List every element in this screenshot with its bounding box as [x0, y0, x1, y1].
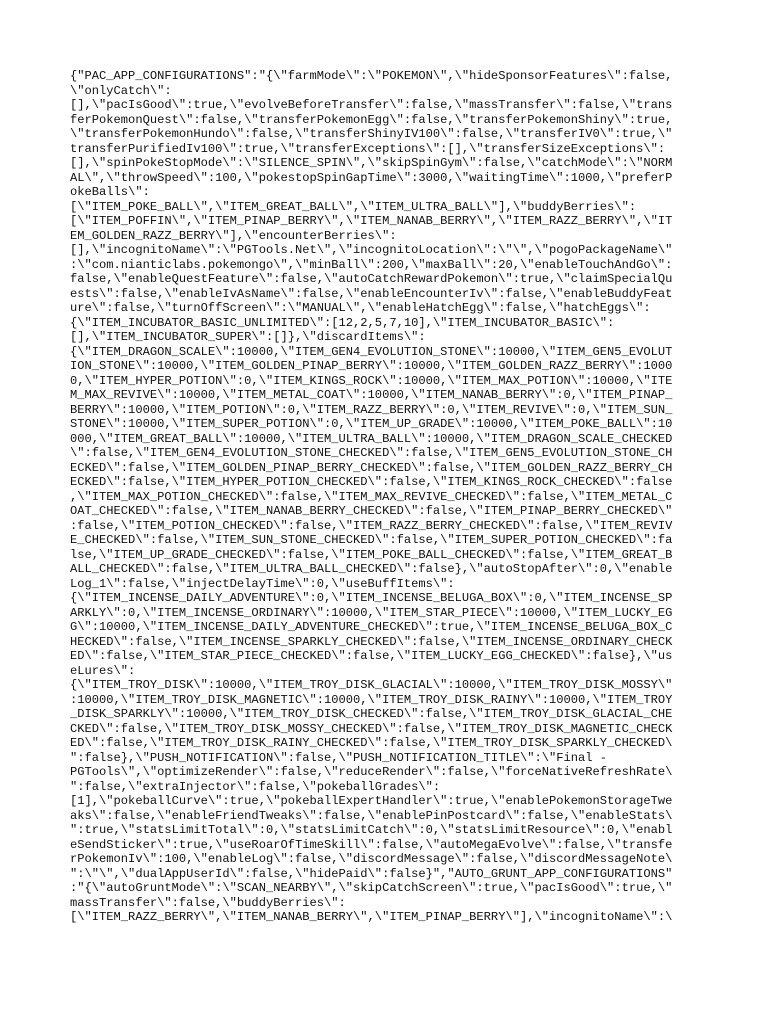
text-line: massTransfer\":false,\"buddyBerries\":	[70, 895, 346, 910]
text-line: Log_1\":false,\"injectDelayTime\":0,\"useBuffItems\":	[70, 576, 455, 591]
text-line: false,\"enableQuestFeature\":false,\"autoCatchRewardPokemon\":true,\"claimSpecialQu	[70, 272, 673, 286]
text-line: BERRY\":10000,\"ITEM_POTION\":0,\"ITEM_RAZZ_BERRY\":0,\"ITEM_REVIVE\":0,\"ITEM_SUN_	[70, 402, 673, 417]
text-line: AL\",\"throwSpeed\":100,\"pokestopSpinGapTime\":3000,\"waitingTime\":1000,\"preferP	[70, 170, 673, 185]
text-line: PGTools\",\"optimizeRender\":false,\"reduceRender\":false,\"forceNativeRefreshRate\	[70, 765, 673, 779]
text-line: {\"ITEM_INCUBATOR_BASIC_UNLIMITED\":[12,2,5,7,10],\"ITEM_INCUBATOR_BASIC\":	[70, 315, 615, 330]
text-line: [],\"pacIsGood\":true,\"evolveBeforeTransfer\":false,\"massTransfer\":false,\"trans	[70, 98, 673, 112]
text-line: G\":10000,\"ITEM_INCENSE_DAILY_ADVENTURE_CHECKED\":true,\"ITEM_INCENSE_BELUGA_BOX_C	[70, 620, 673, 634]
text-line: ED\":false,\"ITEM_STAR_PIECE_CHECKED\":false,\"ITEM_LUCKY_EGG_CHECKED\":false},\"us	[70, 649, 673, 663]
text-line: EM_GOLDEN_RAZZ_BERRY\"],\"encounterBerries\":	[70, 228, 397, 243]
text-line: ECKED\":false,\"ITEM_GOLDEN_PINAP_BERRY_CHECKED\":false,\"ITEM_GOLDEN_RAZZ_BERRY_CH	[70, 460, 673, 475]
text-line: ferPokemonQuest\":false,\"transferPokemonEgg\":false,\"transferPokemonShiny\":true,	[70, 112, 673, 127]
text-line: ":false},\"PUSH_NOTIFICATION\":false,\"PUSH_NOTIFICATION_TITLE\":\"Final -	[70, 750, 608, 765]
text-line: [1],\"pokeballCurve\":true,\"pokeballExpertHandler\":true,\"enablePokemonStorageTwe	[70, 794, 673, 808]
text-line: \"transferPokemonHundo\":false,\"transferShinyIV100\":false,\"transferIV0\":true,\"	[70, 127, 673, 141]
text-line: :"{\"autoGruntMode\":\"SCAN_NEARBY\",\"skipCatchScreen\":true,\"pacIsGood\":true,\"	[70, 881, 673, 895]
text-line: 0,\"ITEM_HYPER_POTION\":0,\"ITEM_KINGS_ROCK\":10000,\"ITEM_MAX_POTION\":10000,\"ITE	[70, 373, 673, 388]
text-line: {\"ITEM_TROY_DISK\":10000,\"ITEM_TROY_DISK_GLACIAL\":10000,\"ITEM_TROY_DISK_MOSSY\"	[70, 678, 673, 692]
text-line: {\"ITEM_DRAGON_SCALE\":10000,\"ITEM_GEN4_EVOLUTION_STONE\":10000,\"ITEM_GEN5_EVOLUT	[70, 344, 673, 359]
text-line: M_MAX_REVIVE\":10000,\"ITEM_METAL_COAT\":10000,\"ITEM_NANAB_BERRY\":0,\"ITEM_PINAP_	[70, 388, 673, 402]
text-line: [],\"spinPokeStopMode\":\"SILENCE_SPIN\",\"skipSpinGym\":false,\"catchMode\":\"NORM	[70, 156, 673, 170]
text-line: ION_STONE\":10000,\"ITEM_GOLDEN_PINAP_BERRY\":10000,\"ITEM_GOLDEN_RAZZ_BERRY\":1000	[70, 359, 673, 373]
text-line: ure\":false,\"turnOffScreen\":\"MANUAL\",\"enableHatchEgg\":false,\"hatchEggs\":	[70, 301, 651, 315]
text-line: HECKED\":false,\"ITEM_INCENSE_SPARKLY_CHECKED\":false,\"ITEM_INCENSE_ORDINARY_CHECK	[70, 634, 673, 649]
text-line: E_CHECKED\":false,\"ITEM_SUN_STONE_CHECKED\":false,\"ITEM_SUPER_POTION_CHECKED\":fa	[70, 533, 673, 547]
text-line: 000,\"ITEM_GREAT_BALL\":10000,\"ITEM_ULTRA_BALL\":10000,\"ITEM_DRAGON_SCALE_CHECKED	[70, 431, 673, 446]
text-line: ECKED\":false,\"ITEM_HYPER_POTION_CHECKED\":false,\"ITEM_KINGS_ROCK_CHECKED\":false	[70, 475, 673, 489]
text-line: eSendSticker\":true,\"useRoarOfTimeSkill\":false,\"autoMegaEvolve\":false,\"transfe	[70, 837, 673, 852]
text-line: [\"ITEM_RAZZ_BERRY\",\"ITEM_NANAB_BERRY\",\"ITEM_PINAP_BERRY\"],\"incognitoName\":\	[70, 910, 673, 924]
text-line: :10000,\"ITEM_TROY_DISK_MAGNETIC\":10000,\"ITEM_TROY_DISK_RAINY\":10000,\"ITEM_TROY	[70, 692, 673, 707]
text-line: {\"ITEM_INCENSE_DAILY_ADVENTURE\":0,\"ITEM_INCENSE_BELUGA_BOX\":0,\"ITEM_INCENSE_SP	[70, 591, 673, 605]
text-line: \":false,\"ITEM_GEN4_EVOLUTION_STONE_CHECKED\":false,\"ITEM_GEN5_EVOLUTION_STONE_CH	[70, 446, 673, 460]
text-line: :false,\"ITEM_POTION_CHECKED\":false,\"ITEM_RAZZ_BERRY_CHECKED\":false,\"ITEM_REVIV	[70, 518, 673, 533]
text-line: :\"com.nianticlabs.pokemongo\",\"minBall\":200,\"maxBall\":20,\"enableTouchAndGo\":	[70, 257, 673, 272]
text-line: lse,\"ITEM_UP_GRADE_CHECKED\":false,\"ITEM_POKE_BALL_CHECKED\":false,\"ITEM_GREAT_B	[70, 547, 673, 562]
text-line: eLures\":	[70, 663, 136, 678]
text-line: ED\":false,\"ITEM_TROY_DISK_RAINY_CHECKED\":false,\"ITEM_TROY_DISK_SPARKLY_CHECKED\	[70, 736, 673, 750]
text-line: ,\"ITEM_MAX_POTION_CHECKED\":false,\"ITEM_MAX_REVIVE_CHECKED\":false,\"ITEM_METAL_C	[70, 489, 673, 504]
config-json-text	[70, 69, 698, 925]
text-line: STONE\":10000,\"ITEM_SUPER_POTION\":0,\"ITEM_UP_GRADE\":10000,\"ITEM_POKE_BALL\":10	[70, 417, 673, 431]
text-line: okeBalls\":	[70, 185, 150, 199]
text-line: [],\"incognitoName\":\"PGTools.Net\",\"incognitoLocation\":\"\",\"pogoPackageName\"	[70, 243, 673, 257]
text-line: aks\":false,\"enableFriendTweaks\":false,\"enablePinPostcard\":false,\"enableStats\	[70, 808, 673, 823]
text-line: {"PAC_APP_CONFIGURATIONS":"{\"farmMode\":\"POKEMON\",\"hideSponsorFeatures\":false,	[70, 69, 673, 83]
text-line: transferPurifiedIv100\":true,\"transferExceptions\":[],\"transferSizeExceptions\":	[70, 141, 666, 156]
text-line: ests\":false,\"enableIvAsName\":false,\"enableEncounterIv\":false,\"enableBuddyFeat	[70, 286, 673, 301]
text-line: \"onlyCatch\":	[70, 83, 172, 98]
text-line: [\"ITEM_POFFIN\",\"ITEM_PINAP_BERRY\",\"ITEM_NANAB_BERRY\",\"ITEM_RAZZ_BERRY\",\"IT	[70, 214, 673, 228]
text-line: ":true,\"statsLimitTotal\":0,\"statsLimitCatch\":0,\"statsLimitResource\":0,\"enabl	[70, 823, 673, 837]
text-line: [\"ITEM_POKE_BALL\",\"ITEM_GREAT_BALL\",\"ITEM_ULTRA_BALL\"],\"buddyBerries\":	[70, 199, 637, 214]
text-line: ":false,\"extraInjector\":false,\"pokeballGrades\":	[70, 779, 441, 794]
text-line: [],\"ITEM_INCUBATOR_SUPER\":[]},\"discardItems\":	[70, 330, 426, 344]
text-line: _DISK_SPARKLY\":10000,\"ITEM_TROY_DISK_CHECKED\":false,\"ITEM_TROY_DISK_GLACIAL_CHE	[70, 707, 673, 721]
text-line: ":\"\",\"dualAppUserId\":false,\"hidePaid\":false}","AUTO_GRUNT_APP_CONFIGURATIONS"	[70, 866, 673, 881]
text-line: OAT_CHECKED\":false,\"ITEM_NANAB_BERRY_CHECKED\":false,\"ITEM_PINAP_BERRY_CHECKED\"	[70, 504, 673, 518]
text-line: ARKLY\":0,\"ITEM_INCENSE_ORDINARY\":10000,\"ITEM_STAR_PIECE\":10000,\"ITEM_LUCKY_EG	[70, 605, 673, 620]
text-line: CKED\":false,\"ITEM_TROY_DISK_MOSSY_CHECKED\":false,\"ITEM_TROY_DISK_MAGNETIC_CHECK	[70, 721, 673, 736]
text-line: ALL_CHECKED\":false,\"ITEM_ULTRA_BALL_CHECKED\":false},\"autoStopAfter\":0,\"enable	[70, 562, 673, 576]
text-line: rPokemonIv\":100,\"enableLog\":false,\"discordMessage\":false,\"discordMessageNote\	[70, 852, 673, 866]
